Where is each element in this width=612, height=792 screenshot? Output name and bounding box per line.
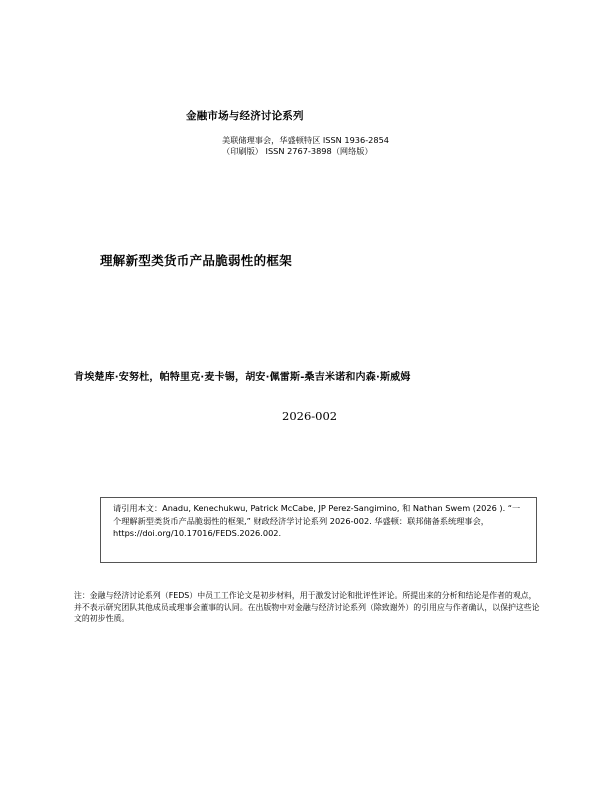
series-title: 金融市场与经济讨论系列 — [186, 110, 304, 122]
paper-number: 2026-002 — [282, 409, 338, 423]
citation-box — [100, 497, 537, 563]
disclaimer-note: 注：金融与经济讨论系列（FEDS）中员工工作论文是初步材料，用于激发讨论和批评性评论。所提出来的分析和结论是作者的观点，并不表示研究团队其他成员或理事会董事的认同。在出版物中对金融与经济讨论系列（除致谢外）的引用应与作者确认，以保护这些论文的初步性质。 — [74, 591, 540, 624]
paper-title: 理解新型类货币产品脆弱性的框架 — [100, 253, 293, 268]
issn-print-line: 美联储理事会，华盛顿特区 ISSN 1936-2854 — [222, 135, 390, 145]
issn-online-line: （印刷版） ISSN 2767-3898（网络版） — [222, 146, 373, 156]
authors: 肯埃楚库·安努杜，帕特里克·麦卡锡，胡安·佩雷斯-桑吉米诺和内森·斯威姆 — [74, 372, 411, 383]
citation-text: 请引用本文：Anadu, Kenechukwu, Patrick McCabe, JP Perez-Sangimino, 和 Nathan Swem (2026 ). “一个理解新型类货币产品脆弱性的框架,” 财政经济学讨论系列 2026-002. 华盛顿：联邦储备系统理事会，https://doi.org/10.17016/FEDS.2026.002. — [113, 503, 521, 539]
